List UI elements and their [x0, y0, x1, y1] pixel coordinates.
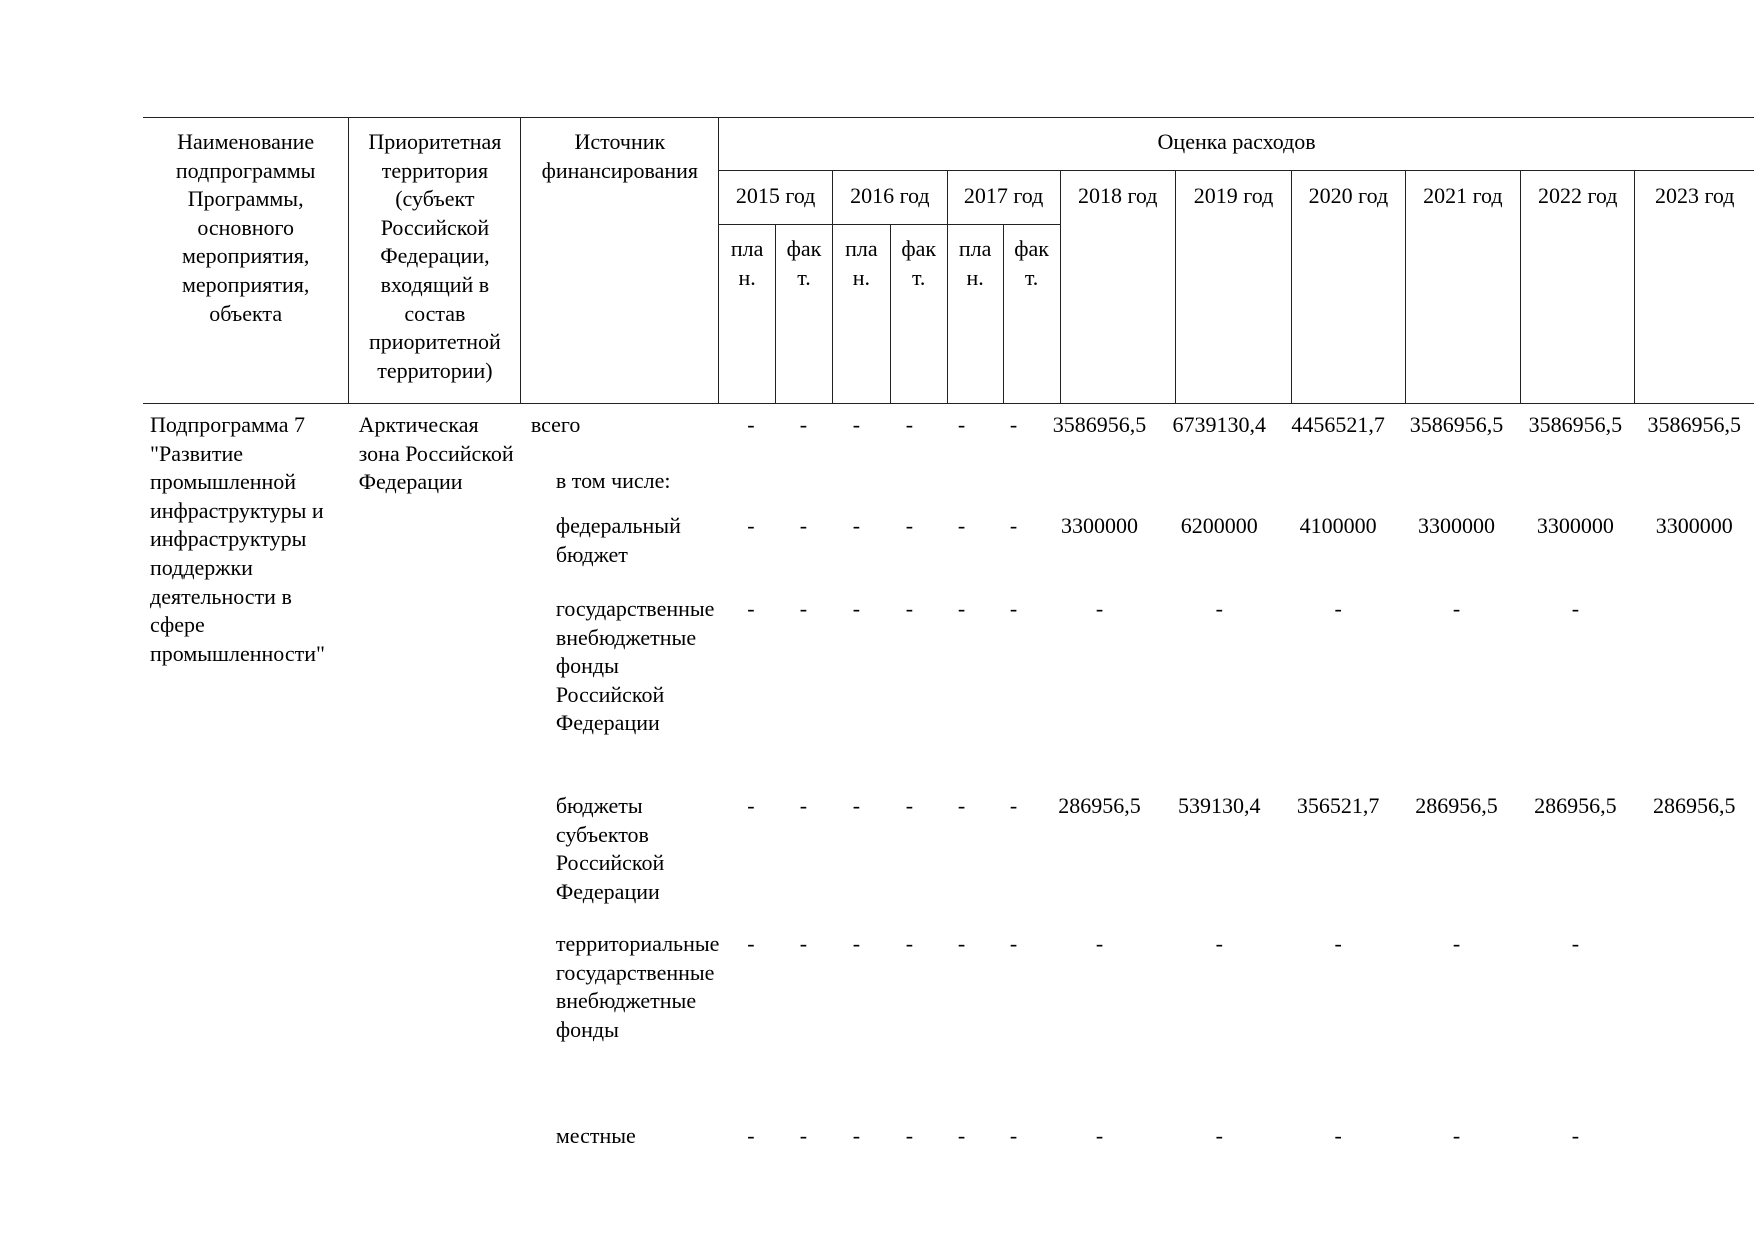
value-cell: - — [747, 412, 755, 437]
header-estimate: Оценка расходов — [719, 118, 1754, 171]
value-cell: - — [905, 412, 914, 437]
value-cell — [1516, 455, 1634, 500]
value-cell — [1635, 1110, 1754, 1240]
value-cell — [1397, 455, 1516, 500]
value-cell: 3586956,5 — [1052, 412, 1147, 437]
value-cell: 539130,4 — [1177, 793, 1261, 818]
value-cell: - — [1571, 596, 1580, 621]
value-cell: 3300000 — [1536, 513, 1614, 538]
value-cell: 6739130,4 — [1172, 412, 1266, 437]
subprogram-name: Подпрограмма 7 "Развитие промышленной инфраструктуры и инфраструктуры поддержки деятельности в сфере промышленности" — [150, 412, 325, 666]
header-year: 2019 год — [1175, 171, 1291, 404]
value-cell: - — [957, 793, 966, 818]
table-row — [143, 399, 1754, 455]
value-cell: - — [1009, 931, 1018, 956]
value-cell: - — [747, 513, 755, 538]
value-cell: 3300000 — [1061, 513, 1138, 538]
value-cell: - — [957, 412, 966, 437]
value-cell: - — [1571, 1123, 1580, 1148]
value-cell: - — [1009, 513, 1018, 538]
value-cell: - — [747, 931, 755, 956]
value-cell: - — [1009, 596, 1018, 621]
value-cell — [777, 455, 830, 500]
header-year: 2015 год — [719, 171, 833, 225]
value-cell: - — [1571, 931, 1580, 956]
header-territory: Приоритетная территория (субъект Российской Федерации, входящий в состав приоритетной территории) — [349, 118, 521, 404]
value-cell — [1159, 455, 1279, 500]
value-cell — [1635, 455, 1754, 500]
value-cell: - — [1009, 793, 1018, 818]
priority-territory: Арктическая зона Российской Федерации — [358, 412, 514, 495]
header-name: Наименование подпрограммы Программы, основного мероприятия, мероприятия, объекта — [143, 118, 349, 404]
value-cell: 3586956,5 — [1528, 412, 1623, 437]
funding-source: в том числе: — [555, 468, 671, 493]
header-source: Источник финансирования — [521, 118, 719, 404]
value-cell: 286956,5 — [1534, 793, 1617, 818]
header-year: 2022 год — [1521, 171, 1635, 404]
table-header — [143, 117, 1754, 404]
value-cell: - — [1009, 412, 1018, 437]
value-cell: - — [799, 1123, 808, 1148]
value-cell: - — [1215, 1123, 1223, 1148]
value-cell: - — [957, 1123, 966, 1148]
header-fact: фак т. — [1003, 225, 1060, 404]
value-cell: 4100000 — [1299, 513, 1377, 538]
value-cell: - — [905, 1123, 914, 1148]
value-cell — [830, 455, 883, 500]
funding-source: федеральный бюджет — [555, 513, 681, 567]
value-cell: - — [1334, 1123, 1342, 1148]
value-cell: - — [905, 931, 914, 956]
value-cell: - — [1009, 1123, 1018, 1148]
value-cell: - — [747, 596, 755, 621]
value-cell: - — [799, 513, 808, 538]
value-cell: - — [1452, 931, 1461, 956]
value-cell: 3586956,5 — [1647, 412, 1742, 437]
value-cell: 4456521,7 — [1291, 412, 1385, 437]
value-cell: - — [1334, 596, 1342, 621]
value-cell: 286956,5 — [1058, 793, 1141, 818]
value-cell: - — [1215, 931, 1223, 956]
value-cell — [1279, 455, 1397, 500]
value-cell: - — [852, 1123, 861, 1148]
value-cell: - — [1095, 596, 1104, 621]
value-cell: - — [1215, 596, 1223, 621]
value-cell: - — [1452, 1123, 1461, 1148]
value-cell: - — [905, 793, 914, 818]
header-plan: пла н. — [947, 225, 1003, 404]
header-year: 2021 год — [1405, 171, 1520, 404]
funding-source: местные — [555, 1123, 636, 1148]
funding-source: бюджеты субъектов Российской Федерации — [555, 793, 665, 904]
value-cell: - — [747, 1123, 755, 1148]
value-cell: - — [852, 931, 861, 956]
header-plan: пла н. — [833, 225, 891, 404]
value-cell: - — [747, 793, 755, 818]
value-cell: - — [957, 596, 966, 621]
value-cell — [936, 455, 988, 500]
value-cell: - — [799, 931, 808, 956]
value-cell: - — [905, 596, 914, 621]
funding-source: государственные внебюджетные фонды Российской Федерации — [555, 596, 715, 736]
value-cell — [725, 455, 778, 500]
table-body — [143, 399, 1754, 1240]
header-plan: пла н. — [719, 225, 776, 404]
header-fact: фак т. — [776, 225, 833, 404]
funding-source: всего — [530, 412, 581, 437]
value-cell: - — [957, 931, 966, 956]
value-cell: - — [852, 412, 861, 437]
header-fact: фак т. — [890, 225, 947, 404]
value-cell: - — [799, 412, 808, 437]
header-year: 2020 год — [1292, 171, 1406, 404]
value-cell: 6200000 — [1180, 513, 1258, 538]
value-cell: - — [799, 793, 808, 818]
value-cell: - — [852, 513, 861, 538]
value-cell — [883, 455, 936, 500]
header-year: 2016 год — [833, 171, 948, 225]
header-year: 2017 год — [947, 171, 1060, 225]
value-cell: 286956,5 — [1415, 793, 1498, 818]
value-cell: - — [1095, 931, 1104, 956]
value-cell: 3300000 — [1418, 513, 1496, 538]
value-cell: - — [1452, 596, 1461, 621]
value-cell: - — [1334, 931, 1342, 956]
value-cell: - — [905, 513, 914, 538]
value-cell: 286956,5 — [1653, 793, 1736, 818]
header-year: 2023 год — [1635, 171, 1754, 404]
value-cell: - — [799, 596, 808, 621]
value-cell: 3300000 — [1655, 513, 1733, 538]
value-cell: 356521,7 — [1296, 793, 1380, 818]
value-cell: - — [852, 596, 861, 621]
value-cell — [1040, 455, 1159, 500]
value-cell: 3586956,5 — [1409, 412, 1504, 437]
header-year: 2018 год — [1060, 171, 1175, 404]
value-cell — [1635, 918, 1754, 1110]
value-cell: - — [852, 793, 861, 818]
value-cell — [987, 455, 1040, 500]
value-cell: - — [1095, 1123, 1104, 1148]
value-cell: - — [957, 513, 966, 538]
funding-source: территориальные государственные внебюджетные фонды — [555, 931, 720, 1042]
value-cell — [1635, 583, 1754, 780]
